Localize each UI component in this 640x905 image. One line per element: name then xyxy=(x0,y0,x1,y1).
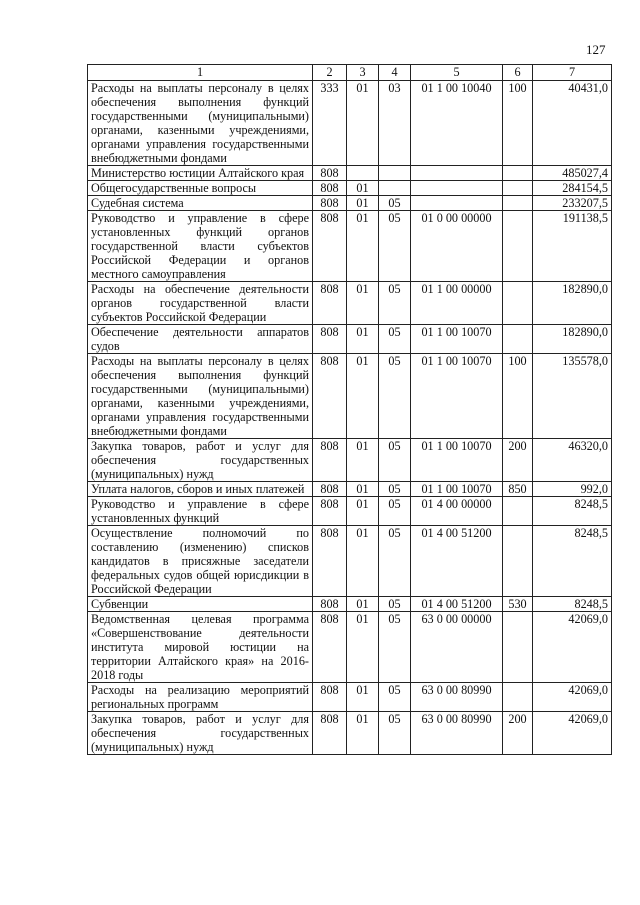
section-cell: 01 xyxy=(347,712,379,755)
section-cell: 01 xyxy=(347,196,379,211)
expense-type-cell xyxy=(503,166,533,181)
header-cell: 1 xyxy=(88,65,313,81)
table-row xyxy=(88,211,612,282)
target-article-cell: 01 1 00 10070 xyxy=(411,354,503,439)
amount-cell: 233207,5 xyxy=(533,196,612,211)
description-cell: Руководство и управление в сфере установленных функций xyxy=(88,497,313,526)
expense-type-cell xyxy=(503,211,533,282)
expense-type-cell: 100 xyxy=(503,354,533,439)
target-article-cell: 63 0 00 80990 xyxy=(411,712,503,755)
admin-code-cell: 808 xyxy=(313,325,347,354)
section-cell: 01 xyxy=(347,597,379,612)
target-article-cell: 01 0 00 00000 xyxy=(411,211,503,282)
admin-code-cell: 808 xyxy=(313,166,347,181)
target-article-cell: 63 0 00 80990 xyxy=(411,683,503,712)
table-row xyxy=(88,712,612,755)
expense-type-cell: 530 xyxy=(503,597,533,612)
table-row xyxy=(88,325,612,354)
table-row xyxy=(88,597,612,612)
amount-cell: 135578,0 xyxy=(533,354,612,439)
expense-type-cell: 100 xyxy=(503,81,533,166)
target-article-cell xyxy=(411,196,503,211)
expense-type-cell xyxy=(503,282,533,325)
subsection-cell: 05 xyxy=(379,354,411,439)
header-cell: 5 xyxy=(411,65,503,81)
description-cell: Субвенции xyxy=(88,597,313,612)
section-cell: 01 xyxy=(347,683,379,712)
subsection-cell: 05 xyxy=(379,497,411,526)
description-cell: Закупка товаров, работ и услуг для обеспечения государственных (муниципальных) нужд xyxy=(88,439,313,482)
subsection-cell: 05 xyxy=(379,526,411,597)
table-row xyxy=(88,439,612,482)
subsection-cell: 05 xyxy=(379,196,411,211)
target-article-cell: 01 4 00 51200 xyxy=(411,526,503,597)
table-row xyxy=(88,166,612,181)
amount-cell: 42069,0 xyxy=(533,683,612,712)
subsection-cell: 03 xyxy=(379,81,411,166)
expense-type-cell xyxy=(503,497,533,526)
amount-cell: 182890,0 xyxy=(533,282,612,325)
admin-code-cell: 808 xyxy=(313,282,347,325)
section-cell: 01 xyxy=(347,497,379,526)
description-cell: Уплата налогов, сборов и иных платежей xyxy=(88,482,313,497)
description-cell: Обеспечение деятельности аппаратов судов xyxy=(88,325,313,354)
amount-cell: 284154,5 xyxy=(533,181,612,196)
amount-cell: 46320,0 xyxy=(533,439,612,482)
section-cell: 01 xyxy=(347,354,379,439)
target-article-cell: 01 1 00 10070 xyxy=(411,325,503,354)
budget-table xyxy=(87,64,612,755)
header-cell: 4 xyxy=(379,65,411,81)
target-article-cell: 01 4 00 51200 xyxy=(411,597,503,612)
expense-type-cell xyxy=(503,683,533,712)
admin-code-cell: 808 xyxy=(313,354,347,439)
amount-cell: 8248,5 xyxy=(533,497,612,526)
subsection-cell xyxy=(379,181,411,196)
expense-type-cell xyxy=(503,612,533,683)
section-cell xyxy=(347,166,379,181)
section-cell: 01 xyxy=(347,439,379,482)
expense-type-cell xyxy=(503,325,533,354)
subsection-cell xyxy=(379,166,411,181)
table-row xyxy=(88,354,612,439)
page-number: 127 xyxy=(586,42,606,57)
table-body xyxy=(88,65,612,755)
section-cell: 01 xyxy=(347,612,379,683)
description-cell: Министерство юстиции Алтайского края xyxy=(88,166,313,181)
table-row xyxy=(88,181,612,196)
admin-code-cell: 808 xyxy=(313,196,347,211)
subsection-cell: 05 xyxy=(379,597,411,612)
header-cell: 6 xyxy=(503,65,533,81)
description-cell: Расходы на обеспечение деятельности органов государственной власти субъектов Российской Федерации xyxy=(88,282,313,325)
expense-type-cell xyxy=(503,526,533,597)
expense-type-cell xyxy=(503,196,533,211)
amount-cell: 42069,0 xyxy=(533,712,612,755)
table-row xyxy=(88,482,612,497)
table-row xyxy=(88,612,612,683)
subsection-cell: 05 xyxy=(379,282,411,325)
admin-code-cell: 808 xyxy=(313,683,347,712)
target-article-cell xyxy=(411,181,503,196)
amount-cell: 182890,0 xyxy=(533,325,612,354)
header-row xyxy=(88,65,612,81)
target-article-cell: 01 1 00 10040 xyxy=(411,81,503,166)
table-row xyxy=(88,282,612,325)
amount-cell: 485027,4 xyxy=(533,166,612,181)
expense-type-cell: 200 xyxy=(503,439,533,482)
description-cell: Общегосударственные вопросы xyxy=(88,181,313,196)
subsection-cell: 05 xyxy=(379,211,411,282)
admin-code-cell: 808 xyxy=(313,526,347,597)
description-cell: Судебная система xyxy=(88,196,313,211)
admin-code-cell: 808 xyxy=(313,597,347,612)
section-cell: 01 xyxy=(347,482,379,497)
admin-code-cell: 808 xyxy=(313,211,347,282)
table-row xyxy=(88,497,612,526)
amount-cell: 8248,5 xyxy=(533,597,612,612)
admin-code-cell: 333 xyxy=(313,81,347,166)
expense-type-cell: 200 xyxy=(503,712,533,755)
header-cell: 7 xyxy=(533,65,612,81)
header-cell: 2 xyxy=(313,65,347,81)
description-cell: Осуществление полномочий по составлению (изменению) списков кандидатов в присяжные заседатели федеральных судов общей юрисдикции в Российской Федерации xyxy=(88,526,313,597)
table-row xyxy=(88,683,612,712)
admin-code-cell: 808 xyxy=(313,497,347,526)
table-row xyxy=(88,81,612,166)
section-cell: 01 xyxy=(347,526,379,597)
description-cell: Закупка товаров, работ и услуг для обеспечения государственных (муниципальных) нужд xyxy=(88,712,313,755)
target-article-cell: 01 1 00 00000 xyxy=(411,282,503,325)
section-cell: 01 xyxy=(347,282,379,325)
admin-code-cell: 808 xyxy=(313,439,347,482)
subsection-cell: 05 xyxy=(379,325,411,354)
header-cell: 3 xyxy=(347,65,379,81)
amount-cell: 8248,5 xyxy=(533,526,612,597)
section-cell: 01 xyxy=(347,181,379,196)
description-cell: Руководство и управление в сфере установленных функций органов государственной власти субъектов Российской Федерации и органов местного самоуправления xyxy=(88,211,313,282)
admin-code-cell: 808 xyxy=(313,612,347,683)
admin-code-cell: 808 xyxy=(313,712,347,755)
subsection-cell: 05 xyxy=(379,712,411,755)
subsection-cell: 05 xyxy=(379,482,411,497)
target-article-cell: 63 0 00 00000 xyxy=(411,612,503,683)
section-cell: 01 xyxy=(347,325,379,354)
description-cell: Расходы на выплаты персоналу в целях обеспечения выполнения функций государственными (муниципальными) органами, казенными учреждениями, органами управления государственными внебюджетными фондами xyxy=(88,354,313,439)
amount-cell: 42069,0 xyxy=(533,612,612,683)
target-article-cell: 01 1 00 10070 xyxy=(411,439,503,482)
target-article-cell: 01 4 00 00000 xyxy=(411,497,503,526)
admin-code-cell: 808 xyxy=(313,482,347,497)
amount-cell: 40431,0 xyxy=(533,81,612,166)
table-row xyxy=(88,196,612,211)
expense-type-cell xyxy=(503,181,533,196)
table-row xyxy=(88,526,612,597)
subsection-cell: 05 xyxy=(379,439,411,482)
subsection-cell: 05 xyxy=(379,683,411,712)
description-cell: Расходы на реализацию мероприятий региональных программ xyxy=(88,683,313,712)
amount-cell: 992,0 xyxy=(533,482,612,497)
subsection-cell: 05 xyxy=(379,612,411,683)
section-cell: 01 xyxy=(347,81,379,166)
expense-type-cell: 850 xyxy=(503,482,533,497)
description-cell: Расходы на выплаты персоналу в целях обеспечения выполнения функций государственными (муниципальными) органами, казенными учреждениями, органами управления государственными внебюджетными фондами xyxy=(88,81,313,166)
description-cell: Ведомственная целевая программа «Совершенствование деятельности института мировой юстиции на территории Алтайского края» на 2016-2018 годы xyxy=(88,612,313,683)
target-article-cell xyxy=(411,166,503,181)
amount-cell: 191138,5 xyxy=(533,211,612,282)
target-article-cell: 01 1 00 10070 xyxy=(411,482,503,497)
section-cell: 01 xyxy=(347,211,379,282)
admin-code-cell: 808 xyxy=(313,181,347,196)
